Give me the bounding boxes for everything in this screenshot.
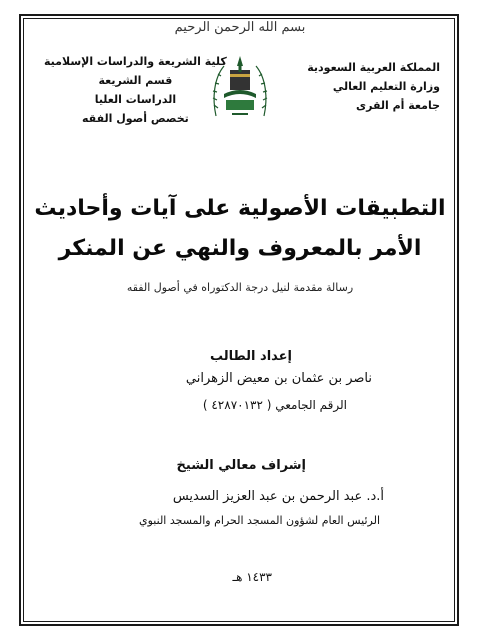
student-id: الرقم الجامعي ( ٤٢٨٧٠١٣٢ ) <box>202 398 347 412</box>
thesis-subtitle: رسالة مقدمة لنيل درجة الدكتوراه في أصول الفقه <box>126 281 354 294</box>
header-left-block <box>44 52 227 128</box>
country-name: المملكة العربية السعودية <box>307 61 440 74</box>
ministry-name: وزارة التعليم العالي <box>332 80 440 93</box>
supervisor-heading: إشراف معالي الشيخ <box>176 458 306 473</box>
student-name: ناصر بن عثمان بن معيض الزهراني <box>185 371 372 386</box>
university-name: جامعة أم القرى <box>356 99 440 112</box>
student-heading: إعداد الطالب <box>209 349 292 364</box>
college-name: كلية الشريعة والدراسات الإسلامية <box>44 55 227 68</box>
department-name: قسم الشريعة <box>98 74 173 87</box>
thesis-title-line-1: التطبيقات الأصولية على آيات وأحاديث <box>34 196 446 221</box>
thesis-title-line-2: الأمر بالمعروف والنهي عن المنكر <box>58 236 422 261</box>
header-right-block <box>307 58 440 115</box>
basmala: بسم الله الرحمن الرحيم <box>174 20 306 35</box>
specialization: تخصص أصول الفقه <box>81 112 189 125</box>
supervisor-position: الرئيس العام لشؤون المسجد الحرام والمسجد النبوي <box>139 514 380 527</box>
supervisor-name: أ.د. عبد الرحمن بن عبد العزيز السديس <box>172 489 384 504</box>
hijri-year: ١٤٣٣ هـ <box>232 570 272 584</box>
graduate-studies: الدراسات العليا <box>94 93 177 106</box>
